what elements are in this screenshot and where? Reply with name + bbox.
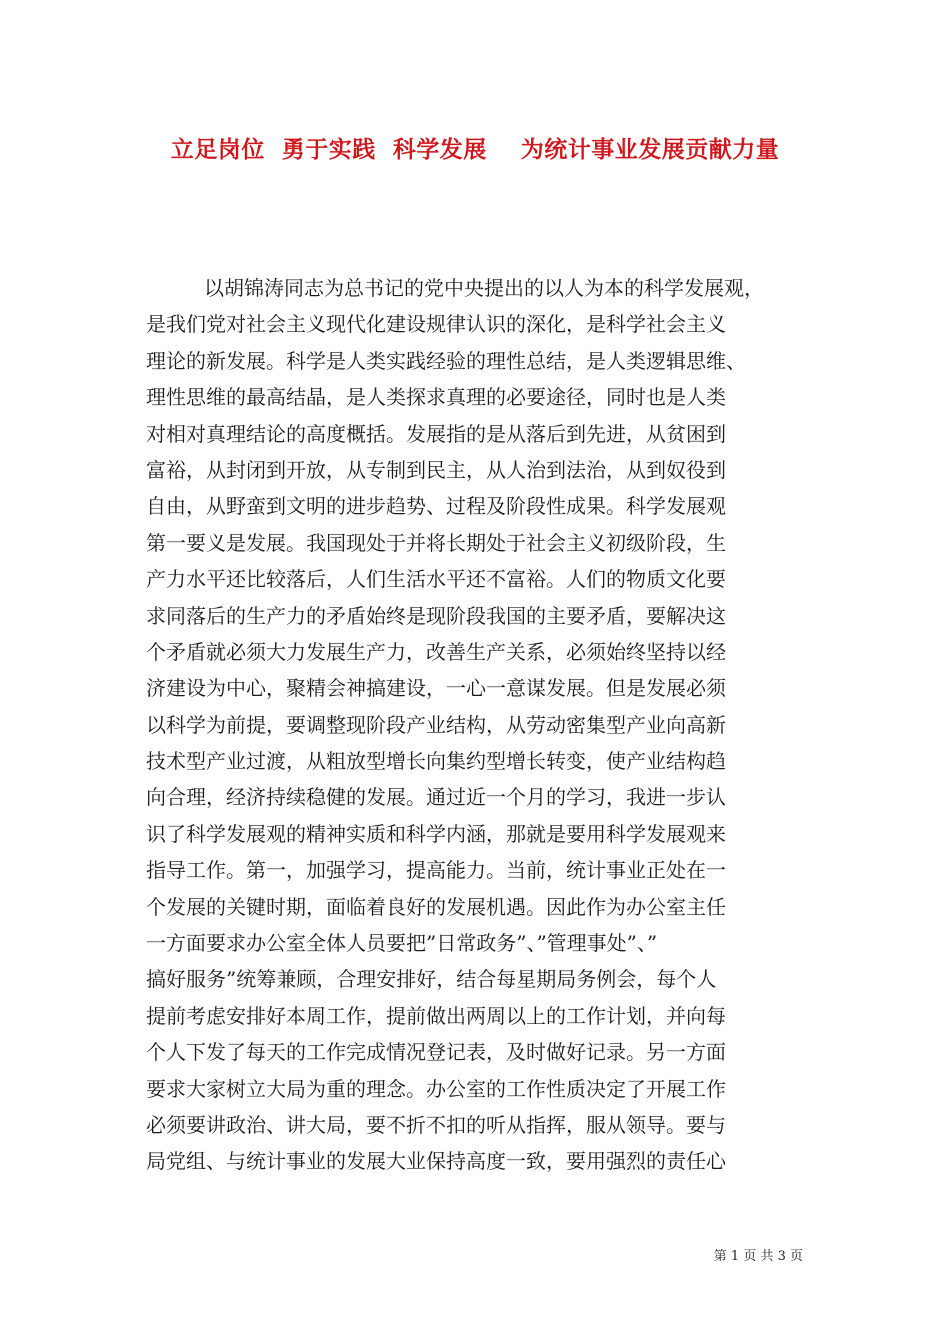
body-line: 自由，从野蛮到文明的进步趋势、过程及阶段性成果。科学发展观 (146, 494, 726, 519)
body-line: 理论的新发展。科学是人类实践经验的理性总结，是人类逻辑思维、 (146, 348, 746, 373)
body-line: 个发展的关键时期，面临着良好的发展机遇。因此作为办公室主任 (146, 894, 726, 919)
body-line: 对相对真理结论的高度概括。发展指的是从落后到先进，从贫困到 (146, 421, 726, 446)
body-line: 是我们党对社会主义现代化建设规律认识的深化，是科学社会主义 (146, 312, 726, 337)
body-line: 搞好服务”统筹兼顾，合理安排好，结合每星期局务例会，每个人 (146, 967, 717, 992)
body-line: 局党组、与统计事业的发展大业保持高度一致，要用强烈的责任心 (146, 1149, 726, 1174)
body-line: 以科学为前提，要调整现阶段产业结构，从劳动密集型产业向高新 (146, 712, 726, 737)
document-body (146, 270, 818, 1180)
body-line: 富裕，从封闭到开放，从专制到民主，从人治到法治，从到奴役到 (146, 457, 726, 482)
body-line: 第一要义是发展。我国现处于并将长期处于社会主义初级阶段，生 (146, 530, 726, 555)
body-line: 指导工作。第一，加强学习，提高能力。当前，统计事业正处在一 (146, 858, 726, 883)
body-line: 求同落后的生产力的矛盾始终是现阶段我国的主要矛盾，要解决这 (146, 603, 726, 628)
body-line: 理性思维的最高结晶，是人类探求真理的必要途径，同时也是人类 (146, 385, 726, 410)
page-number: 第 1 页 共 3 页 (713, 1249, 803, 1264)
body-line: 济建设为中心，聚精会神搞建设，一心一意谋发展。但是发展必须 (146, 676, 726, 701)
body-line: 向合理，经济持续稳健的发展。通过近一个月的学习，我进一步认 (146, 785, 726, 810)
body-line: 要求大家树立大局为重的理念。办公室的工作性质决定了开展工作 (146, 1076, 726, 1101)
body-line: 必须要讲政治、讲大局，要不折不扣的听从指挥，服从领导。要与 (146, 1112, 726, 1137)
body-line: 以胡锦涛同志为总书记的党中央提出的以人为本的科学发展观， (204, 276, 764, 300)
body-line: 技术型产业过渡，从粗放型增长向集约型增长转变，使产业结构趋 (146, 749, 726, 774)
body-line: 识了科学发展观的精神实质和科学内涵，那就是要用科学发展观来 (146, 821, 726, 846)
body-line: 提前考虑安排好本周工作，提前做出两周以上的工作计划，并向每 (146, 1003, 726, 1028)
body-line: 产力水平还比较落后，人们生活水平还不富裕。人们的物质文化要 (146, 567, 726, 592)
body-line: 个矛盾就必须大力发展生产力，改善生产关系，必须始终坚持以经 (146, 639, 726, 664)
body-line: 个人下发了每天的工作完成情况登记表，及时做好记录。另一方面 (146, 1040, 726, 1065)
body-line: 一方面要求办公室全体人员要把”日常政务”、”管理事处”、” (146, 931, 658, 956)
document-title: 立足岗位 勇于实践 科学发展 为统计事业发展贡献力量 (170, 136, 780, 163)
